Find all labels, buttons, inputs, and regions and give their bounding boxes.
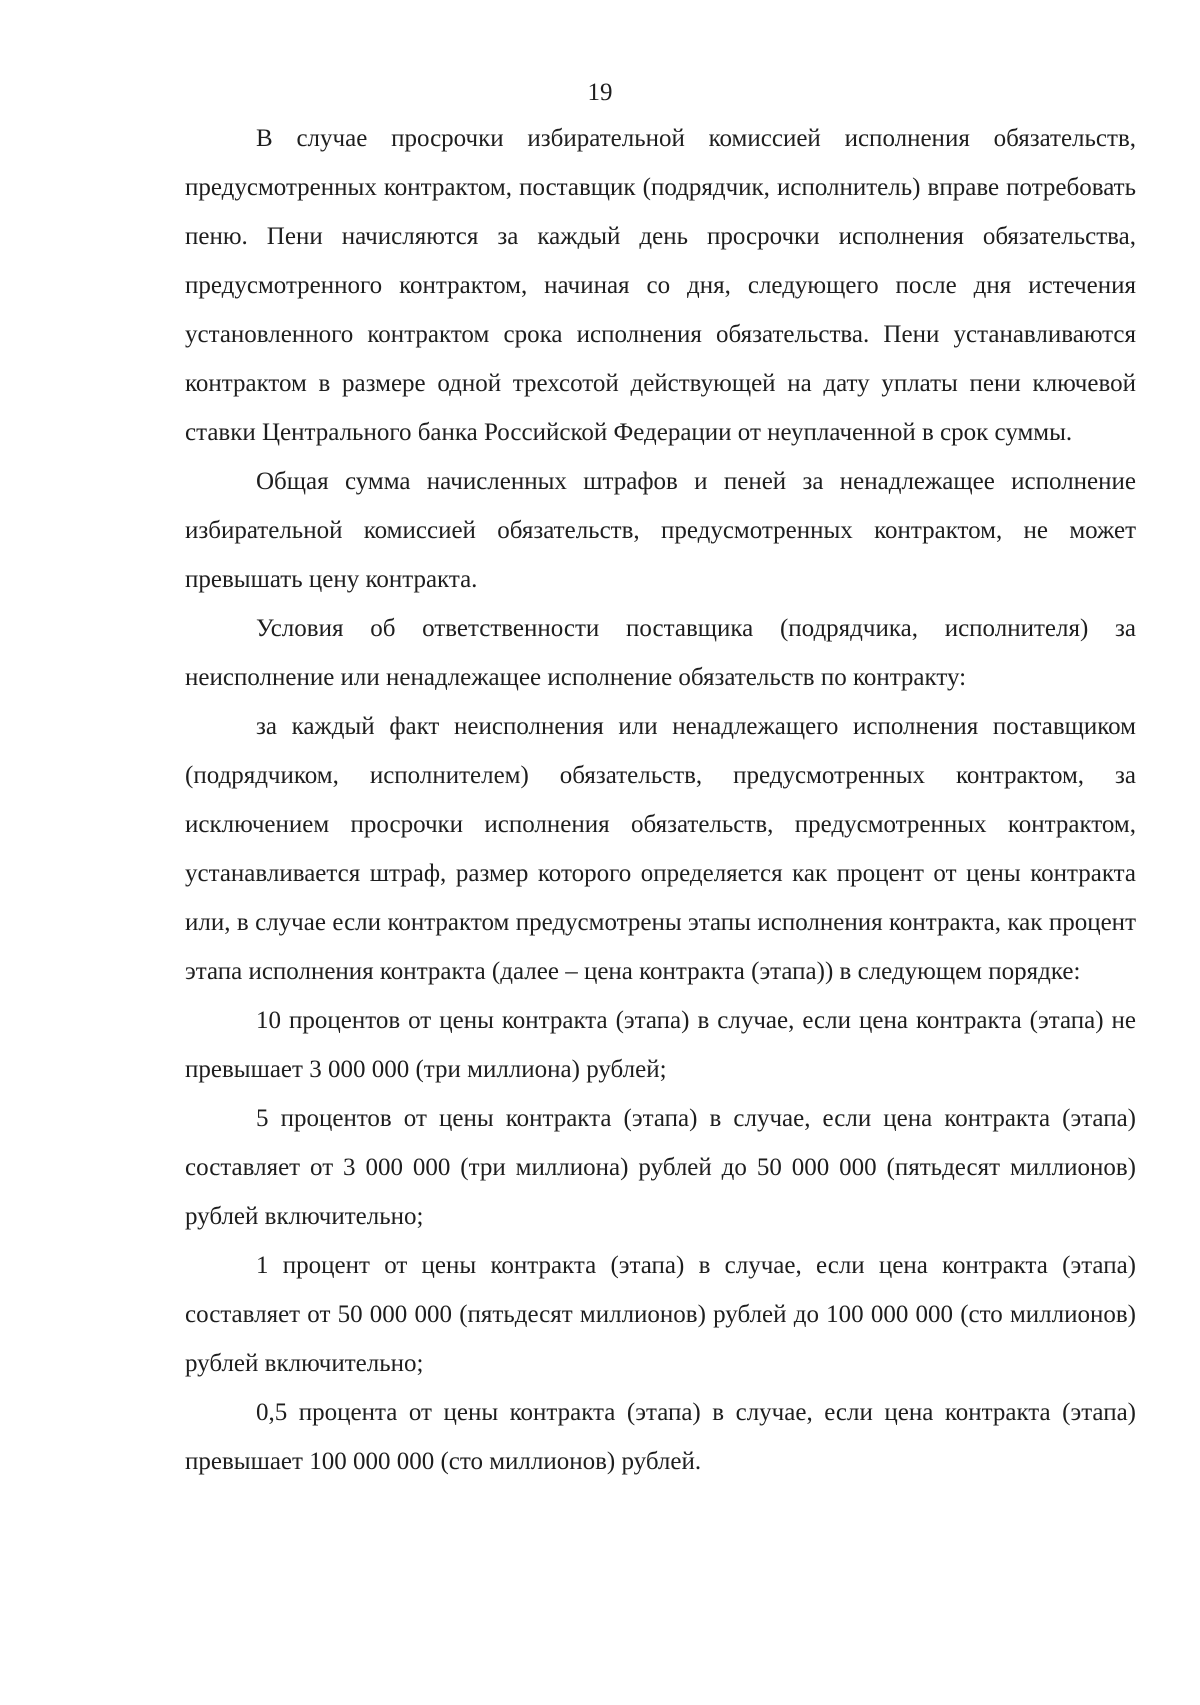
document-body bbox=[185, 114, 1136, 1486]
paragraph-fine-for-each-fact: за каждый факт неисполнения или ненадлежащего исполнения поставщиком (подрядчиком, исполнителем) обязательств, предусмотренных контрактом, за исключением просрочки исполнения обязательств, предусмотренных контрактом, устанавливается штраф, размер которого определяется как процент от цены контракта или, в случае если контрактом предусмотрены этапы исполнения контракта, как процент этапа исполнения контракта (далее – цена контракта (этапа)) в следующем порядке: bbox=[185, 713, 1136, 985]
paragraph-total-penalty-limit: Общая сумма начисленных штрафов и пеней за ненадлежащее исполнение избирательной комиссией обязательств, предусмотренных контрактом, не может превышать цену контракта. bbox=[185, 468, 1136, 593]
paragraph-fine-10-percent: 10 процентов от цены контракта (этапа) в случае, если цена контракта (этапа) не превышает 3 000 000 (три миллиона) рублей; bbox=[185, 1007, 1136, 1083]
paragraph-penalty-commission: В случае просрочки избирательной комиссией исполнения обязательств, предусмотренных контрактом, поставщик (подрядчик, исполнитель) вправе потребовать пеню. Пени начисляются за каждый день просрочки исполнения обязательства, предусмотренного контрактом, начиная со дня, следующего после дня истечения установленного контрактом срока исполнения обязательства. Пени устанавливаются контрактом в размере одной трехсотой действующей на дату уплаты пени ключевой ставки Центрального банка Российской Федерации от неуплаченной в срок суммы. bbox=[185, 125, 1136, 446]
paragraph-supplier-liability-conditions: Условия об ответственности поставщика (подрядчика, исполнителя) за неисполнение или ненадлежащее исполнение обязательств по контракту: bbox=[185, 615, 1136, 691]
paragraph-fine-0-5-percent: 0,5 процента от цены контракта (этапа) в случае, если цена контракта (этапа) превышает 100 000 000 (сто миллионов) рублей. bbox=[185, 1399, 1136, 1475]
paragraph-fine-1-percent: 1 процент от цены контракта (этапа) в случае, если цена контракта (этапа) составляет от 50 000 000 (пятьдесят миллионов) рублей до 100 000 000 (сто миллионов) рублей включительно; bbox=[185, 1252, 1136, 1377]
page-number: 19 bbox=[587, 79, 613, 106]
paragraph-fine-5-percent: 5 процентов от цены контракта (этапа) в случае, если цена контракта (этапа) составляет от 3 000 000 (три миллиона) рублей до 50 000 000 (пятьдесят миллионов) рублей включительно; bbox=[185, 1105, 1136, 1230]
